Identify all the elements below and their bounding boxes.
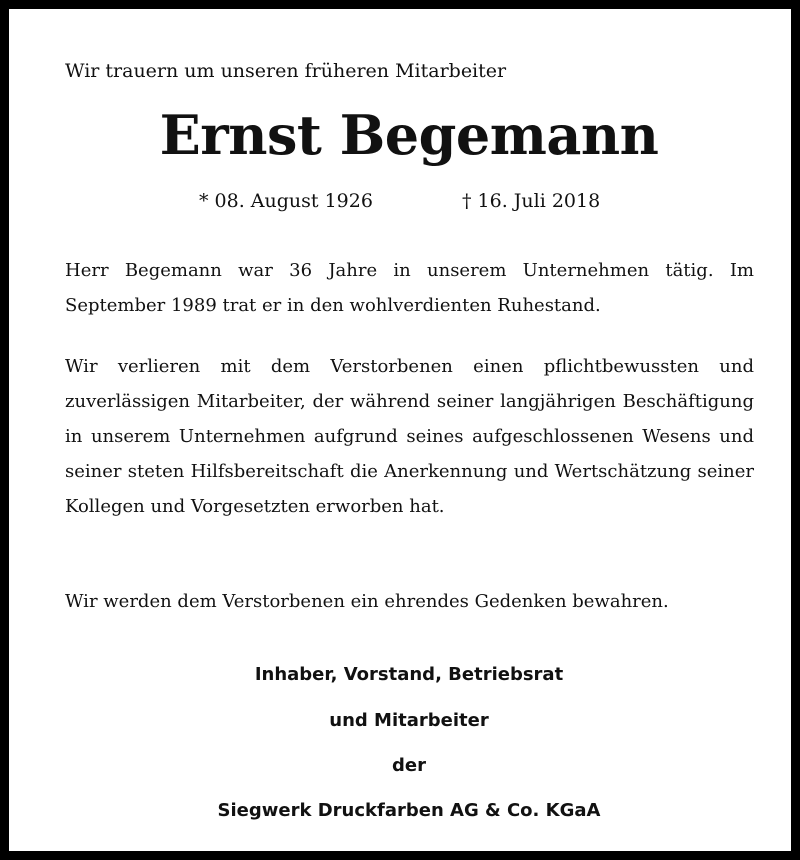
paragraph-remembrance: Wir werden dem Verstorbenen ein ehrendes Gedenken bewahren. (65, 591, 669, 612)
company-name: Siegwerk Druckfarben AG & Co. KGaA (217, 800, 601, 821)
deceased-name: Ernst Begemann (159, 103, 659, 167)
paragraph-career: Herr Begemann war 36 Jahre in unserem Unternehmen tätig. Im September 1989 trat er in den wohlverdienten Ruhestand. (65, 260, 754, 316)
signature-line-1: Inhaber, Vorstand, Betriebsrat (254, 664, 564, 685)
paragraph-tribute: Wir verlieren mit dem Verstorbenen einen pflichtbewussten und zuverlässigen Mitarbeiter, der während seiner langjährigen Beschäftigung in unserem Unternehmen aufgrund seines aufgeschlossenen Wesens und seiner steten Hilfsbereitschaft die Anerkennung und Wertschätzung seiner Kollegen und Vorgesetzten erworben hat. (65, 356, 754, 517)
birth-date: * 08. August 1926 (199, 190, 373, 212)
signature-line-3: der (392, 755, 426, 776)
death-date: † 16. Juli 2018 (462, 190, 601, 212)
signature-line-2: und Mitarbeiter (329, 710, 489, 731)
intro-line: Wir trauern um unseren früheren Mitarbeiter (65, 60, 507, 82)
